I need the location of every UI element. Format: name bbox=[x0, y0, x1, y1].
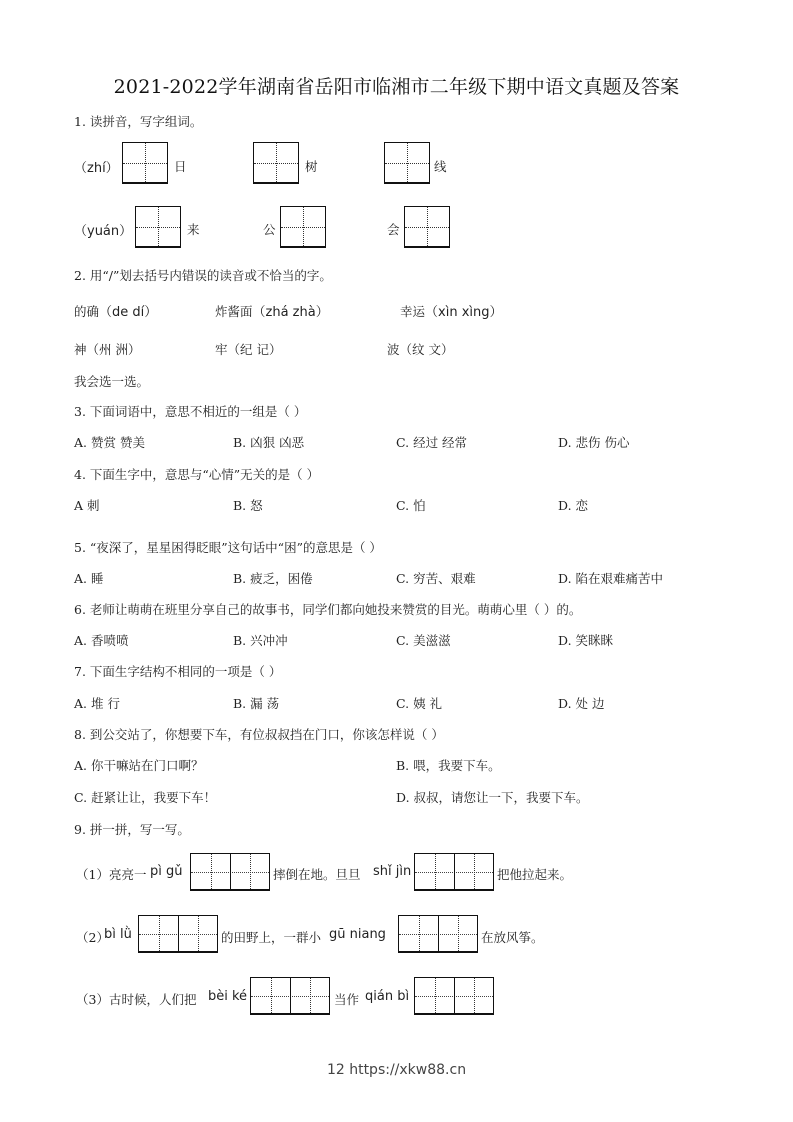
question-6-prompt: 6. 老师让萌萌在班里分享自己的故事书，同学们都向她投来赞赏的目光。萌萌心里（ ）的。 bbox=[74, 602, 582, 617]
q7-option-d[interactable]: D. 处 边 bbox=[558, 696, 605, 711]
q2-options: （zhá zhà） bbox=[252, 305, 329, 320]
q9-s1-writing-box-1[interactable] bbox=[190, 853, 270, 891]
q9-s1-writing-box-2[interactable] bbox=[414, 853, 494, 891]
question-5-prompt: 5. “夜深了，星星困得眨眼”这句话中“困”的意思是（ ） bbox=[74, 540, 382, 555]
q2-options: （纪 记） bbox=[227, 342, 282, 357]
q2-word: 波 bbox=[387, 342, 400, 357]
question-2-prompt: 2. 用“/”划去括号内错误的读音或不恰当的字。 bbox=[74, 268, 332, 283]
q2-item-6 bbox=[387, 340, 454, 358]
q2-item-3 bbox=[400, 301, 503, 320]
q4-option-a[interactable]: A 刺 bbox=[74, 498, 100, 513]
q9-s2-writing-box-2[interactable] bbox=[398, 915, 478, 953]
q9-s1-text-a: （1）亮亮一 bbox=[76, 867, 147, 882]
q8-option-a[interactable]: A. 你干嘛站在门口啊？ bbox=[74, 758, 204, 773]
q1-char-4: 来 bbox=[187, 222, 200, 237]
q9-s1-text-b: 摔倒在地。旦旦 bbox=[273, 867, 361, 882]
q1-writing-box-5[interactable] bbox=[280, 206, 326, 248]
q3-option-c[interactable]: C. 经过 经常 bbox=[396, 435, 468, 450]
q6-option-a[interactable]: A. 香喷喷 bbox=[74, 633, 129, 648]
q2-item-1 bbox=[74, 301, 157, 320]
page-footer: 12 https://xkw88.cn bbox=[326, 1062, 467, 1078]
question-8-prompt: 8. 到公交站了，你想要下车，有位叔叔挡在门口，你该怎样说（ ） bbox=[74, 727, 444, 742]
q3-option-b[interactable]: B. 凶狠 凶恶 bbox=[233, 435, 305, 450]
q9-s2-text-b: 的田野上，一群小 bbox=[221, 930, 322, 945]
q2-item-5 bbox=[215, 340, 282, 358]
q4-option-b[interactable]: B. 怒 bbox=[233, 498, 263, 513]
q3-option-d[interactable]: D. 悲伤 伤心 bbox=[558, 435, 630, 450]
q6-option-b[interactable]: B. 兴冲冲 bbox=[233, 633, 288, 648]
q5-option-c[interactable]: C. 穷苦、艰难 bbox=[396, 571, 476, 586]
q9-s1-text-c: 把他拉起来。 bbox=[497, 867, 573, 882]
q7-option-c[interactable]: C. 姨 礼 bbox=[396, 696, 443, 711]
q1-writing-box-4[interactable] bbox=[135, 206, 181, 248]
q2-options: （xìn xìng） bbox=[425, 305, 503, 320]
q9-s2-pinyin-1: bì lǜ bbox=[104, 927, 132, 942]
section-label: 我会选一选。 bbox=[74, 374, 150, 389]
q8-option-c[interactable]: C. 赶紧让让，我要下车！ bbox=[74, 790, 217, 805]
q1-writing-box-1[interactable] bbox=[122, 142, 168, 184]
q8-option-b[interactable]: B. 喂，我要下车。 bbox=[396, 758, 501, 773]
q9-s3-text-b: 当作 bbox=[334, 992, 360, 1007]
question-4-prompt: 4. 下面生字中，意思与“心情”无关的是（ ） bbox=[74, 467, 320, 482]
q2-word: 牢 bbox=[215, 342, 228, 357]
q9-s3-text-a: （3）古时候，人们把 bbox=[76, 992, 197, 1007]
q6-option-d[interactable]: D. 笑眯眯 bbox=[558, 633, 614, 648]
q9-s3-pinyin-1: bèi ké bbox=[208, 989, 248, 1004]
q1-writing-box-2[interactable] bbox=[253, 142, 299, 184]
q5-option-b[interactable]: B. 疲乏，困倦 bbox=[233, 571, 313, 586]
question-9-prompt: 9. 拼一拼，写一写。 bbox=[74, 822, 190, 837]
question-7-prompt: 7. 下面生字结构不相同的一项是（ ） bbox=[74, 664, 282, 679]
q2-word: 的确 bbox=[74, 304, 100, 319]
q9-s3-writing-box-1[interactable] bbox=[250, 977, 330, 1015]
q2-item-2 bbox=[215, 301, 329, 320]
q9-s3-pinyin-2: qián bì bbox=[365, 989, 410, 1004]
q1-char-2: 树 bbox=[305, 159, 318, 174]
q1-pinyin-1: （zhí） bbox=[74, 161, 119, 176]
q1-char-3: 线 bbox=[434, 159, 447, 174]
q5-option-d[interactable]: D. 陷在艰难痛苦中 bbox=[558, 571, 664, 586]
q4-option-d[interactable]: D. 恋 bbox=[558, 498, 589, 513]
q2-options: （州 洲） bbox=[86, 342, 141, 357]
q3-option-a[interactable]: A. 赞赏 赞美 bbox=[74, 435, 145, 450]
q2-word: 幸运 bbox=[400, 304, 426, 319]
q2-options: （纹 文） bbox=[399, 342, 454, 357]
question-1-prompt: 1. 读拼音，写字组词。 bbox=[74, 114, 203, 129]
q2-word: 神 bbox=[74, 342, 87, 357]
q2-item-4 bbox=[74, 340, 141, 358]
q5-option-a[interactable]: A. 睡 bbox=[74, 571, 104, 586]
q7-option-a[interactable]: A. 堆 行 bbox=[74, 696, 120, 711]
page-title: 2021-2022学年湖南省岳阳市临湘市二年级下期中语文真题及答案 bbox=[113, 76, 680, 98]
q9-s1-pinyin-1: pì gǔ bbox=[150, 864, 183, 879]
q9-s2-writing-box-1[interactable] bbox=[138, 915, 218, 953]
q7-option-b[interactable]: B. 漏 荡 bbox=[233, 696, 280, 711]
q1-char-1: 日 bbox=[174, 159, 187, 174]
q9-s3-writing-box-2[interactable] bbox=[414, 977, 494, 1015]
q1-writing-box-6[interactable] bbox=[404, 206, 450, 248]
q1-char-5: 公 bbox=[263, 222, 276, 237]
q9-s2-text-a: （2） bbox=[76, 930, 109, 945]
q6-option-c[interactable]: C. 美滋滋 bbox=[396, 633, 451, 648]
q9-s1-pinyin-2: shǐ jìn bbox=[373, 864, 412, 879]
question-3-prompt: 3. 下面词语中，意思不相近的一组是（ ） bbox=[74, 404, 307, 419]
q9-s2-pinyin-2: gū niang bbox=[329, 927, 386, 942]
q1-char-6: 会 bbox=[387, 222, 400, 237]
q2-word: 炸酱面 bbox=[215, 304, 253, 319]
q9-s2-text-c: 在放风筝。 bbox=[481, 930, 544, 945]
q4-option-c[interactable]: C. 怕 bbox=[396, 498, 426, 513]
q2-options: （de dí） bbox=[99, 305, 158, 320]
q1-pinyin-2: （yuán） bbox=[74, 224, 133, 239]
q8-option-d[interactable]: D. 叔叔，请您让一下，我要下车。 bbox=[396, 790, 589, 805]
q1-writing-box-3[interactable] bbox=[384, 142, 430, 184]
